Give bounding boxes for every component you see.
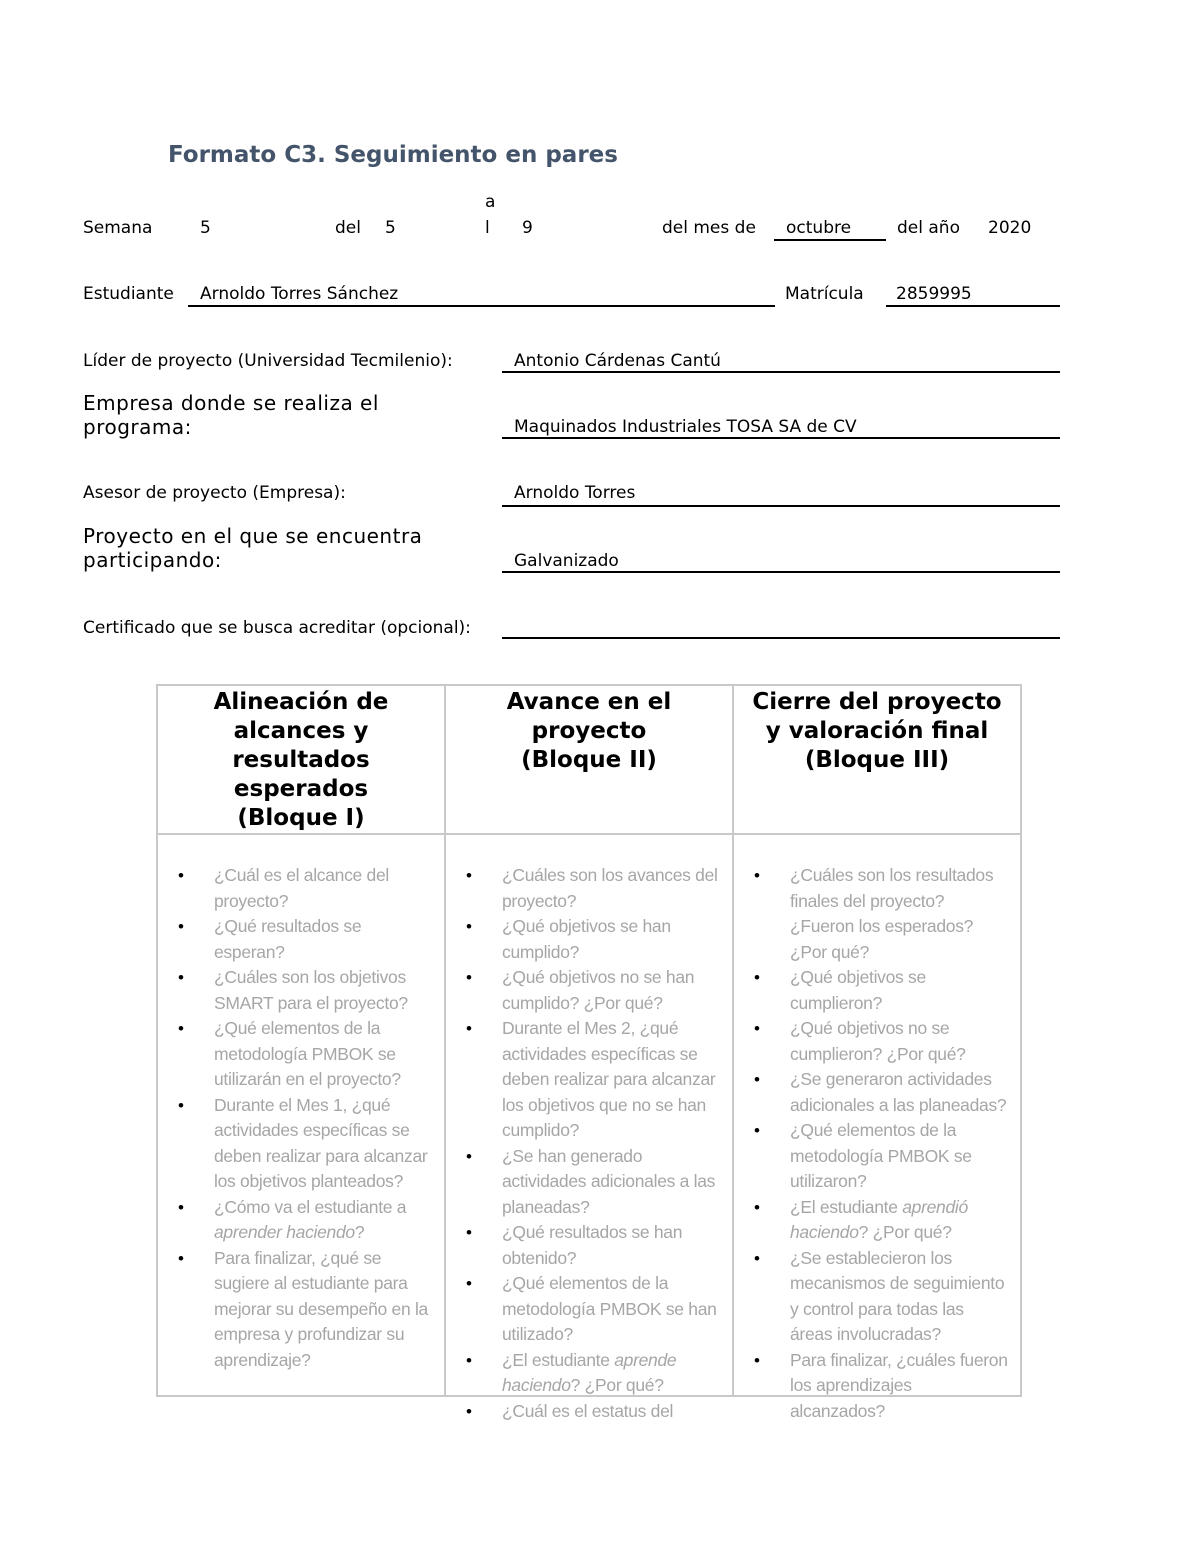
question-item: • ¿Qué elementos de la metodología PMBOK se utilizaron? xyxy=(790,1118,1010,1195)
anio-label: del año xyxy=(897,218,960,238)
question-item: • ¿Cuáles son los objetivos SMART para el proyecto? xyxy=(214,965,434,1016)
question-item: • ¿Qué objetivos no se han cumplido? ¿Por qué? xyxy=(502,965,722,1016)
question-item: • ¿Qué objetivos no se cumplieron? ¿Por qué? xyxy=(790,1016,1010,1067)
question-item: • ¿El estudiante aprendió haciendo? ¿Por qué? xyxy=(790,1195,1010,1246)
matricula-value[interactable]: 2859995 xyxy=(896,284,972,304)
page-title: Formato C3. Seguimiento en pares xyxy=(168,142,618,168)
certificado-label: Certificado que se busca acreditar (opcional): xyxy=(83,618,471,638)
question-item: • Durante el Mes 1, ¿qué actividades específicas se deben realizar para alcanzar los objetivos planteados? xyxy=(214,1093,434,1195)
block-2-questions xyxy=(446,835,732,1421)
block-2-header-line: Avance en el xyxy=(506,689,672,715)
asesor-underline xyxy=(502,505,1060,507)
block-1-header-line: Alineación de xyxy=(213,689,389,715)
block-2-body xyxy=(445,834,733,1421)
asesor-label: Asesor de proyecto (Empresa): xyxy=(83,483,346,503)
month-underline xyxy=(774,239,886,241)
estudiante-label: Estudiante xyxy=(83,284,174,304)
year-value[interactable]: 2020 xyxy=(988,218,1032,238)
question-item: • ¿El estudiante aprende haciendo? ¿Por qué? xyxy=(502,1348,722,1399)
question-item: • ¿Qué objetivos se han cumplido? xyxy=(502,914,722,965)
block-1-header xyxy=(158,686,444,833)
matricula-underline xyxy=(886,305,1060,307)
block-3-header-cell xyxy=(733,685,1021,834)
block-2-header-line: proyecto xyxy=(531,718,647,744)
lider-label: Líder de proyecto (Universidad Tecmilenio): xyxy=(83,351,453,371)
lider-value[interactable]: Antonio Cárdenas Cantú xyxy=(514,351,721,371)
block-1-header-line: alcances y xyxy=(233,718,369,744)
estudiante-value[interactable]: Arnoldo Torres Sánchez xyxy=(200,284,399,304)
block-1-questions xyxy=(158,835,444,1395)
question-item: • ¿Qué objetivos se cumplieron? xyxy=(790,965,1010,1016)
block-1-body xyxy=(157,834,445,1396)
al-label-top: a xyxy=(485,192,496,212)
del-label: del xyxy=(335,218,361,238)
block-3-header-line: y valoración final xyxy=(765,718,989,744)
question-item: • ¿Cuáles son los avances del proyecto? xyxy=(502,863,722,914)
block-2-header-line: (Bloque II) xyxy=(521,747,657,773)
question-item: • ¿Qué resultados se esperan? xyxy=(214,914,434,965)
month-value[interactable]: octubre xyxy=(786,218,852,238)
question-item: • ¿Cuál es el estatus del xyxy=(502,1399,722,1425)
certificado-underline xyxy=(502,637,1060,639)
question-item: • ¿Cuáles son los resultados finales del proyecto? ¿Fueron los esperados? ¿Por qué? xyxy=(790,863,1010,965)
blocks-table xyxy=(156,684,1022,1421)
block-1-header-line: esperados xyxy=(233,776,369,802)
block-3-header xyxy=(734,686,1020,775)
semana-value[interactable]: 5 xyxy=(200,218,211,238)
question-item: • ¿Qué resultados se han obtenido? xyxy=(502,1220,722,1271)
lider-underline xyxy=(502,371,1060,373)
estudiante-underline xyxy=(188,305,775,307)
block-2-header-cell xyxy=(445,685,733,834)
al-label-bottom: l xyxy=(485,218,490,238)
question-item: • ¿Cómo va el estudiante a aprender haciendo? xyxy=(214,1195,434,1246)
proyecto-label: Proyecto en el que se encuentra participando: xyxy=(83,524,423,572)
proyecto-value[interactable]: Galvanizado xyxy=(514,551,619,571)
empresa-label: Empresa donde se realiza el programa: xyxy=(83,391,379,439)
block-1-header-cell xyxy=(157,685,445,834)
question-item: • ¿Se generaron actividades adicionales a las planeadas? xyxy=(790,1067,1010,1118)
question-item: • Para finalizar, ¿cuáles fueron los aprendizajes alcanzados? xyxy=(790,1348,1010,1425)
asesor-value[interactable]: Arnoldo Torres xyxy=(514,483,636,503)
question-item: • ¿Se han generado actividades adicionales a las planeadas? xyxy=(502,1144,722,1221)
block-3-body xyxy=(733,834,1021,1421)
question-item: • ¿Se establecieron los mecanismos de seguimiento y control para todas las áreas involucradas? xyxy=(790,1246,1010,1348)
from-day-value[interactable]: 5 xyxy=(385,218,396,238)
block-1-header-line: resultados xyxy=(232,747,370,773)
proyecto-underline xyxy=(502,571,1060,573)
empresa-value[interactable]: Maquinados Industriales TOSA SA de CV xyxy=(514,417,857,437)
block-1-header-line: (Bloque I) xyxy=(237,805,365,831)
question-item: • ¿Qué elementos de la metodología PMBOK se utilizarán en el proyecto? xyxy=(214,1016,434,1093)
empresa-underline xyxy=(502,437,1060,439)
semana-label: Semana xyxy=(83,218,153,238)
question-item: • ¿Cuál es el alcance del proyecto? xyxy=(214,863,434,914)
question-item: • Durante el Mes 2, ¿qué actividades específicas se deben realizar para alcanzar los objetivos que no se han cumplido? xyxy=(502,1016,722,1144)
block-3-header-line: Cierre del proyecto xyxy=(752,689,1002,715)
matricula-label: Matrícula xyxy=(785,284,864,304)
mes-label: del mes de xyxy=(662,218,756,238)
block-2-header xyxy=(446,686,732,775)
to-day-value[interactable]: 9 xyxy=(522,218,533,238)
block-3-questions xyxy=(734,835,1020,1421)
question-item: • ¿Qué elementos de la metodología PMBOK se han utilizado? xyxy=(502,1271,722,1348)
block-3-header-line: (Bloque III) xyxy=(804,747,950,773)
question-item: • Para finalizar, ¿qué se sugiere al estudiante para mejorar su desempeño en la empresa y profundizar su aprendizaje? xyxy=(214,1246,434,1374)
